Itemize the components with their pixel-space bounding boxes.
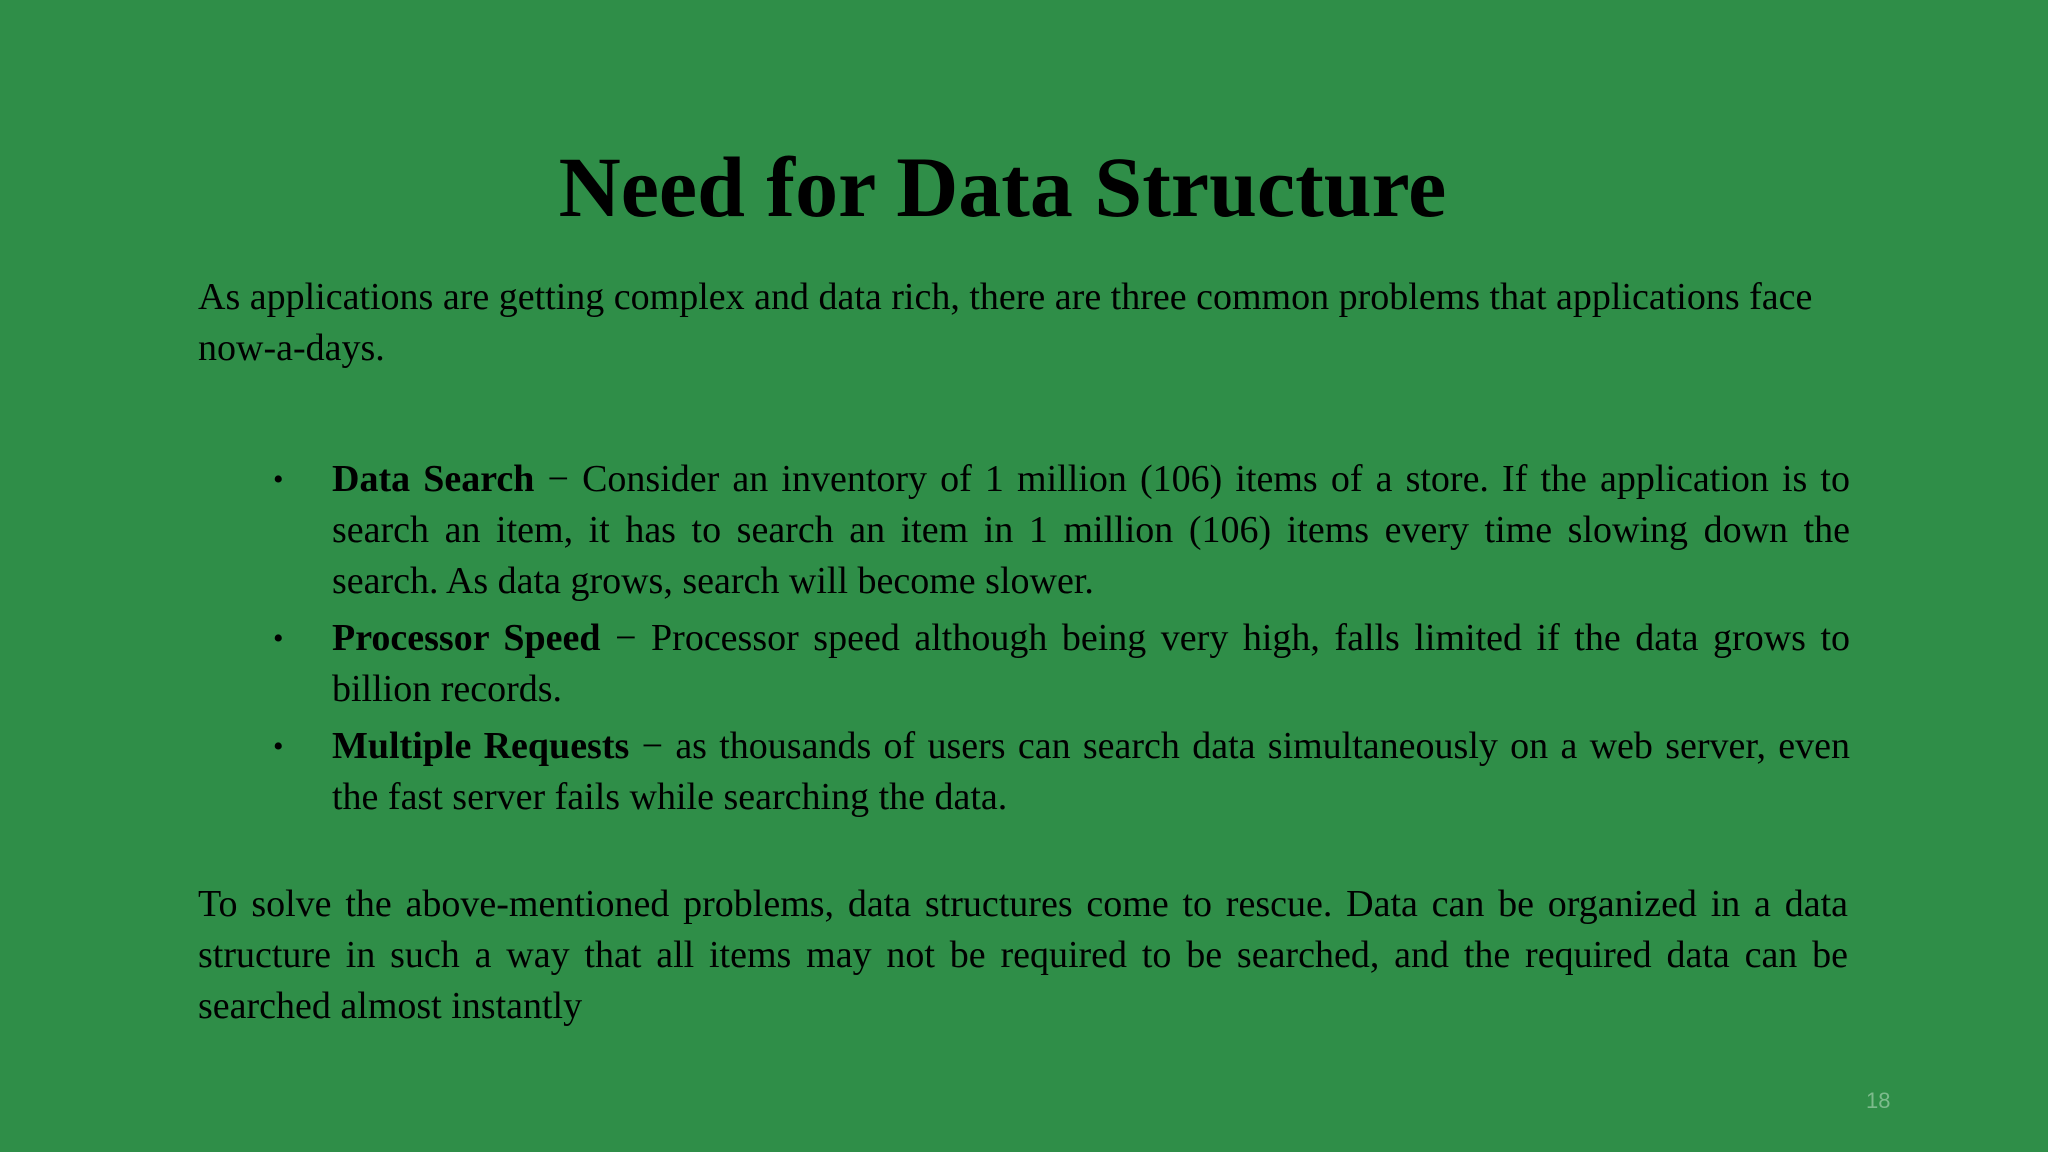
- slide-title: Need for Data Structure: [558, 139, 1447, 235]
- conclusion-paragraph: To solve the above-mentioned problems, data structures come to rescue. Data can be organized in a data structure in such a way that all items may not be required to be searched, and the required data can be searched almost instantly: [198, 883, 1848, 1027]
- bullet-separator: −: [534, 458, 583, 500]
- bullet-dot-icon: •: [273, 622, 284, 655]
- intro-paragraph: As applications are getting complex and data rich, there are three common problems that applications face now-a-days.: [198, 276, 1813, 369]
- bullet-text: Processor speed although being very high, falls limited if the data grows to billion records.: [332, 617, 1851, 710]
- bullet-term: Multiple Requests: [332, 725, 630, 767]
- bullet-separator: −: [629, 725, 676, 767]
- bullet-separator: −: [600, 617, 652, 659]
- bullet-dot-icon: •: [273, 463, 284, 496]
- bullet-item-multiple-requests: [198, 721, 1850, 823]
- bullet-term: Processor Speed: [332, 617, 601, 659]
- bullet-item-processor-speed: [198, 613, 1850, 715]
- bullet-list: [198, 454, 1850, 829]
- bullet-dot-icon: •: [273, 730, 284, 763]
- bullet-text: as thousands of users can search data simultaneously on a web server, even the fast server fails while searching the data.: [332, 725, 1851, 818]
- bullet-text: Consider an inventory of 1 million (106) items of a store. If the application is to search an item, it has to search an item in 1 million (106) items every time slowing down the search. As data grows, search will become slower.: [332, 458, 1850, 602]
- bullet-item-data-search: [198, 454, 1850, 607]
- page-number: 18: [1866, 1088, 1891, 1113]
- bullet-term: Data Search: [332, 458, 535, 500]
